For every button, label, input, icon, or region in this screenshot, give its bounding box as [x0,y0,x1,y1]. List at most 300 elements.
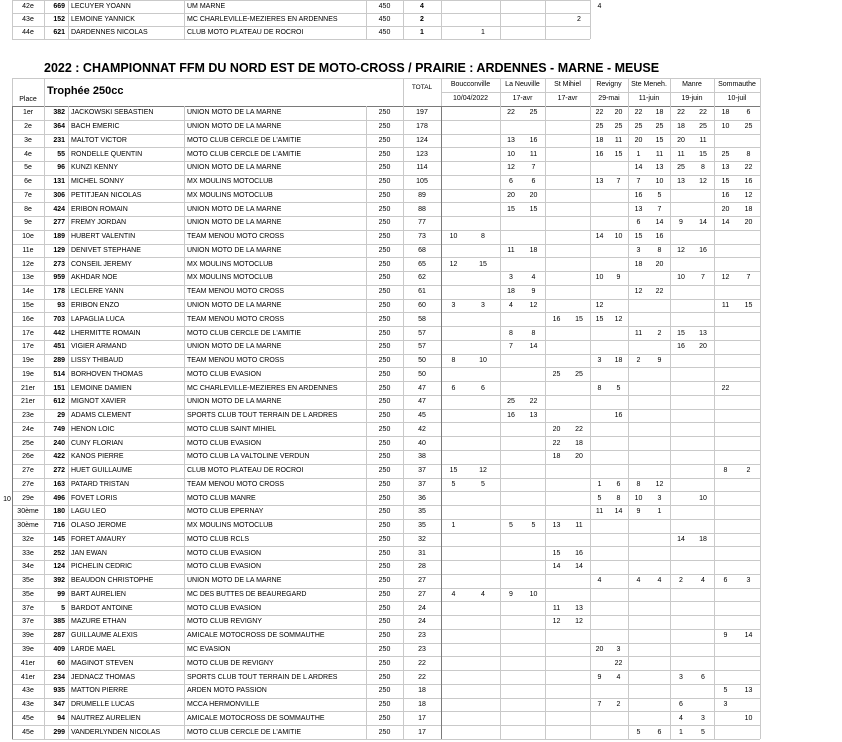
rider-name: MAGINOT STEVEN [71,659,134,667]
score-cell: 25 [699,123,707,131]
displacement: 250 [378,604,391,612]
score-cell [545,574,568,588]
score-cell [609,546,628,560]
score-cell [522,230,545,244]
rider-number: 669 [53,3,65,10]
score-cell [609,436,628,450]
rider-number: 621 [53,29,65,36]
score-cell [692,684,714,698]
score-cell [522,684,545,698]
grid-line [12,312,760,313]
score-cell [500,422,522,436]
score-cell [714,519,737,533]
score-cell: 4 [679,714,683,722]
score-cell [522,464,545,478]
score-cell [522,505,545,519]
score-cell: 13 [552,522,561,530]
displacement: 250 [378,150,391,158]
score-cell [522,478,545,492]
score-cell: 22 [699,109,707,117]
club-name: MOTO CLUB CERCLE DE L'AMITIE [187,728,302,736]
score-cell: 1 [451,522,456,530]
score-cell [737,340,760,354]
score-cell [692,409,714,423]
score-cell [628,560,649,574]
score-cell: 18 [529,246,538,254]
score-cell [466,244,500,258]
score-cell [441,422,466,436]
grid-line [760,78,761,106]
score-cell: 25 [529,109,538,117]
grid-line [12,381,760,382]
grid-line [714,106,715,739]
place-cell: 27e [22,480,34,488]
displacement: 250 [378,219,391,227]
place-cell: 42e [22,3,34,10]
score-cell [568,505,590,519]
rider-name: PICHELIN CEDRIC [71,563,133,571]
score-cell [500,615,522,629]
total-points: 17 [418,728,426,736]
score-cell: 9 [679,219,683,227]
score-cell [466,684,500,698]
displacement: 250 [378,549,391,557]
score-cell [590,615,609,629]
score-cell [568,711,590,725]
score-cell [737,588,760,602]
score-cell: 9 [531,288,536,296]
score-cell [590,161,609,175]
displacement: 250 [378,315,391,323]
score-cell [670,615,692,629]
score-cell [545,478,568,492]
score-cell [714,643,737,657]
score-cell [441,0,466,13]
score-cell [500,464,522,478]
grid-line [12,189,760,190]
score-cell: 4 [657,577,662,585]
score-cell [568,491,590,505]
rider-number: 935 [53,687,65,695]
place-cell: 15e [22,302,34,309]
score-cell [466,189,500,203]
score-cell: 3 [616,646,621,653]
score-cell: 15 [575,315,583,323]
score-cell: 16 [655,233,664,241]
score-cell [568,354,590,368]
score-cell: 2 [616,701,621,709]
total-points: 45 [418,412,426,420]
rider-number: 382 [53,109,65,117]
rider-name: KUNZI KENNY [71,164,119,172]
grid-line [590,78,591,106]
score-cell [568,409,590,423]
score-cell [670,257,692,271]
score-cell [466,574,500,588]
place-cell: 16e [22,315,34,323]
grid-line [403,106,404,739]
score-cell [590,711,609,725]
grid-line [12,257,760,258]
score-cell [590,464,609,478]
score-cell: 22 [614,659,623,667]
score-cell [737,533,760,547]
score-cell [522,13,545,26]
score-cell [649,588,670,602]
place-cell: 11e [22,246,34,254]
grid-line [12,354,760,355]
score-cell [628,367,649,381]
score-cell: 7 [636,178,641,186]
grid-line [12,326,760,327]
score-cell [522,601,545,615]
score-cell: 20 [721,205,730,213]
grid-line [12,560,760,561]
score-cell: 3 [509,274,513,282]
total-points: 47 [418,398,426,406]
score-cell: 8 [616,494,621,502]
score-cell: 12 [595,302,604,309]
score-cell: 16 [699,246,707,254]
rider-name: HUET GUILLAUME [71,467,133,475]
score-cell [568,464,590,478]
grid-line [44,78,45,106]
rider-name: NAUTREZ AURELIEN [71,714,141,722]
grid-line [403,78,404,106]
score-cell [545,285,568,299]
total-points: 123 [416,150,428,158]
rider-name: DENIVET STEPHANE [71,246,141,254]
score-cell [466,175,500,189]
score-cell: 3 [657,494,662,502]
score-cell [714,285,737,299]
score-cell [500,381,522,395]
club-name: UNION MOTO DE LA MARNE [187,219,282,227]
grid-line [366,106,367,739]
score-cell [590,202,609,216]
score-cell [628,656,649,670]
score-cell [737,230,760,244]
score-cell [714,601,737,615]
place-cell: 43e [22,687,34,695]
place-cell: 45e [22,714,34,722]
score-cell [500,13,522,26]
place-cell: 24e [22,425,34,433]
score-cell: 11 [575,522,583,530]
score-cell: 25 [744,123,753,131]
score-cell [568,147,590,161]
rider-name: DARDENNES NICOLAS [71,29,148,36]
grid-line [545,106,546,739]
grid-line [12,725,760,726]
score-cell [568,244,590,258]
score-cell [590,26,609,39]
score-cell [568,684,590,698]
score-cell [692,202,714,216]
score-cell [714,450,737,464]
score-cell: 22 [507,109,515,117]
score-cell [568,299,590,313]
score-cell [522,216,545,230]
score-cell [714,354,737,368]
total-points: 124 [416,136,428,144]
rider-name: BORHOVEN THOMAS [71,370,143,378]
club-name: MOTO CLUB EPERNAY [187,508,264,516]
rider-number: 306 [53,191,65,199]
score-cell [609,367,628,381]
score-cell: 3 [636,246,641,254]
score-cell [590,546,609,560]
score-cell [609,519,628,533]
score-cell: 22 [575,425,583,433]
score-cell: 8 [481,233,485,241]
score-cell [441,629,466,643]
score-cell [500,643,522,657]
rider-number: 99 [57,590,65,598]
score-cell [670,588,692,602]
rider-name: GUILLAUME ALEXIS [71,632,138,640]
score-cell [441,161,466,175]
total-points: 37 [418,480,426,488]
score-cell: 20 [634,136,643,144]
score-cell [670,354,692,368]
score-cell: 8 [746,150,751,158]
score-cell [441,643,466,657]
score-cell [466,601,500,615]
rider-name: LHERMITTE ROMAIN [71,329,141,337]
score-cell: 10 [479,357,487,365]
score-cell [714,615,737,629]
score-cell [500,450,522,464]
grid-line [12,450,760,451]
score-cell [522,533,545,547]
score-cell: 10 [449,233,458,241]
score-cell [441,601,466,615]
score-cell [466,519,500,533]
rider-number: 129 [53,246,65,254]
score-cell: 12 [634,288,643,296]
grid-line [12,0,13,39]
score-cell [649,395,670,409]
place-cell: 33e [22,549,34,557]
rider-name: BACH EMERIC [71,123,120,131]
score-cell: 25 [634,123,643,131]
score-cell [609,340,628,354]
score-cell [692,450,714,464]
grid-line [12,230,760,231]
score-cell [649,656,670,670]
score-cell [692,285,714,299]
grid-line [12,299,760,300]
score-cell [590,656,609,670]
grid-line [44,0,45,39]
score-cell [692,629,714,643]
place-cell: 19e [22,370,34,378]
score-cell [649,533,670,547]
score-cell: 16 [634,191,643,199]
score-cell [441,106,466,120]
rider-name: MIGNOT XAVIER [71,398,126,406]
rider-number: 124 [53,563,65,571]
score-cell [568,381,590,395]
score-cell [466,450,500,464]
total-points: 105 [416,178,428,186]
score-cell [545,216,568,230]
score-cell [522,725,545,739]
score-cell [500,698,522,712]
score-cell [692,656,714,670]
score-cell [441,533,466,547]
score-cell: 25 [655,123,664,131]
place-cell: 37e [22,618,34,626]
score-cell: 14 [529,343,538,351]
score-cell [500,629,522,643]
grid-line [12,395,760,396]
grid-line [68,0,69,39]
score-cell: 11 [721,302,730,309]
score-cell [522,312,545,326]
score-cell [590,560,609,574]
club-name: UNION MOTO DE LA MARNE [187,246,282,254]
rider-number: 94 [57,714,65,722]
score-cell [714,546,737,560]
score-cell [628,533,649,547]
grid-line [184,0,185,39]
place-cell: 2e [24,123,32,131]
club-name: MOTO CLUB CERCLE DE L'AMITIE [187,150,302,158]
score-cell [466,698,500,712]
score-cell [714,134,737,148]
grid-line [12,505,760,506]
rider-name: FREMY JORDAN [71,219,127,227]
score-cell [649,560,670,574]
grid-line [441,92,760,93]
total-points: 24 [418,604,426,612]
displacement: 250 [378,659,391,667]
score-cell [737,381,760,395]
score-cell [590,450,609,464]
score-cell: 12 [529,302,538,309]
displacement: 250 [378,357,391,365]
score-cell [466,395,500,409]
score-cell: 18 [721,109,730,117]
score-cell [441,684,466,698]
score-cell [670,464,692,478]
total-points: 114 [416,164,428,172]
score-cell [441,244,466,258]
rider-number: 5 [61,604,65,612]
club-name: CLUB MOTO PLATEAU DE ROCROI [187,29,304,36]
score-cell [692,367,714,381]
club-name: MX MOULINS MOTOCLUB [187,274,273,282]
score-cell: 15 [699,150,707,158]
rider-number: 703 [53,315,65,323]
rider-number: 364 [53,123,65,131]
score-cell [522,670,545,684]
club-name: AMICALE MOTOCROSS DE SOMMAUTHE [187,632,325,640]
club-name: MOTO CLUB RCLS [187,535,250,543]
club-name: MX MOULINS MOTOCLUB [187,260,273,268]
score-cell: 9 [723,632,728,640]
score-cell [441,409,466,423]
grid-line [403,0,404,39]
score-cell [568,670,590,684]
place-cell: 34e [22,563,34,571]
score-cell: 15 [655,136,664,144]
score-cell: 25 [614,123,623,131]
score-cell [441,147,466,161]
displacement: 450 [378,16,391,23]
score-cell: 14 [677,535,685,543]
rider-number: 424 [53,205,65,213]
score-cell: 25 [721,150,730,158]
score-cell [737,367,760,381]
score-cell [590,340,609,354]
displacement: 250 [378,260,391,268]
club-name: MC DES BUTTES DE BEAUREGARD [187,590,307,598]
score-cell [568,395,590,409]
score-cell [545,395,568,409]
score-cell [545,491,568,505]
score-cell [466,312,500,326]
score-cell: 12 [677,246,685,254]
score-cell: 2 [657,329,662,337]
score-cell: 15 [449,467,458,475]
score-cell [500,436,522,450]
score-cell [545,698,568,712]
score-cell [609,588,628,602]
grid-line [545,0,546,39]
displacement: 250 [378,178,391,186]
total-points: 27 [418,590,426,598]
rider-name: MAZURE ETHAN [71,618,127,626]
score-cell [568,120,590,134]
score-cell [714,395,737,409]
score-cell [714,230,737,244]
grid-line [441,106,442,739]
total-points: 40 [418,439,426,447]
score-cell [609,285,628,299]
total-points: 65 [418,260,426,268]
grid-line [12,478,760,479]
displacement: 250 [378,191,391,199]
score-cell: 22 [721,384,730,392]
score-cell: 8 [657,246,662,254]
place-cell: 43e [22,701,34,709]
score-cell [466,161,500,175]
displacement: 250 [378,329,391,337]
score-cell [441,656,466,670]
score-cell [568,574,590,588]
score-cell: 13 [677,178,685,186]
rider-number: 496 [53,494,65,502]
displacement: 250 [378,123,391,131]
score-cell [649,422,670,436]
score-cell: 20 [677,136,685,144]
score-cell [441,13,466,26]
displacement: 250 [378,233,391,241]
score-cell: 25 [677,164,685,172]
score-cell [628,464,649,478]
club-name: MCCA HERMONVILLE [187,701,260,709]
club-name: SPORTS CLUB TOUT TERRAIN DE L ARDRES [187,673,338,681]
score-cell [568,588,590,602]
score-cell: 18 [552,453,561,461]
score-cell: 13 [655,164,664,172]
place-cell: 29e [22,494,34,502]
score-cell [466,340,500,354]
score-cell [545,533,568,547]
